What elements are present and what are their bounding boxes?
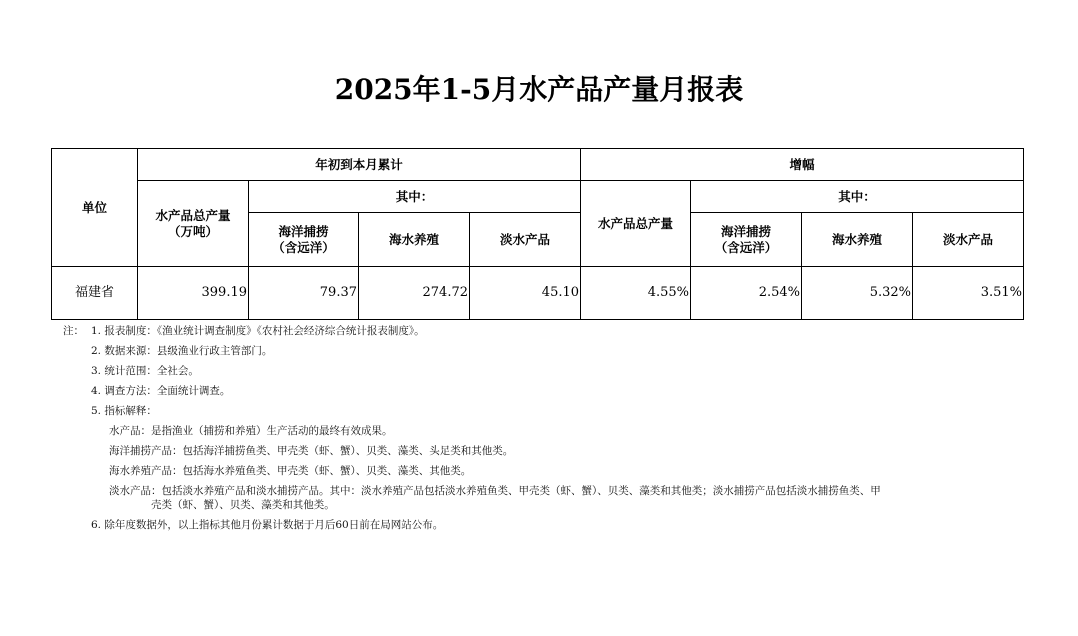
marine-catch-header-line1: 海洋捕捞 — [278, 223, 329, 239]
growth-total-output-header: 水产品总产量 — [581, 181, 691, 267]
table-row — [52, 267, 1024, 320]
growth-group-header: 增幅 — [581, 149, 1024, 181]
growth-marine-catch-header — [691, 213, 802, 267]
report-table — [51, 148, 1024, 320]
unit-header: 单位 — [52, 149, 138, 267]
definition-freshwater — [63, 481, 1023, 512]
growth-of-which-header: 其中： — [691, 181, 1024, 213]
definition-freshwater-line1: 淡水产品：包括淡水养殖产品和淡水捕捞产品。其中：淡水养殖产品包括淡水养殖鱼类、甲壳类（虾、蟹）、贝类、藻类和其他类；淡水捕捞产品包括淡水捕捞鱼类、甲 — [109, 485, 881, 497]
growth-total-cell: 4.55% — [581, 267, 691, 320]
header-row-2 — [52, 181, 1024, 213]
growth-mariculture-cell: 5.32% — [802, 267, 913, 320]
notes-prefix: 注： — [63, 325, 84, 337]
freshwater-cell: 45.10 — [470, 267, 581, 320]
note-item-2: 2. 数据来源：县级渔业行政主管部门。 — [91, 345, 273, 357]
note-text-1: 1. 报表制度：《渔业统计调查制度》《农村社会经济综合统计报表制度》。 — [91, 325, 425, 337]
header-row-1 — [52, 149, 1024, 181]
note-item-3: 3. 统计范围：全社会。 — [91, 365, 199, 377]
growth-marine-catch-header-line2: （含远洋） — [714, 239, 778, 255]
total-output-cell: 399.19 — [138, 267, 249, 320]
growth-freshwater-header: 淡水产品 — [913, 213, 1024, 267]
unit-cell: 福建省 — [52, 267, 138, 320]
note-item-5: 5. 指标解释： — [91, 405, 157, 417]
note-item-4: 4. 调查方法：全面统计调查。 — [91, 385, 231, 397]
cumulative-of-which-header: 其中： — [249, 181, 581, 213]
growth-marine-catch-cell: 2.54% — [691, 267, 802, 320]
mariculture-header: 海水养殖 — [359, 213, 470, 267]
growth-marine-catch-header-line1: 海洋捕捞 — [721, 223, 772, 239]
total-output-header — [138, 181, 249, 267]
note-item-1 — [63, 321, 1023, 341]
total-output-header-line1: 水产品总产量 — [155, 207, 231, 223]
notes-section — [63, 321, 1023, 535]
total-output-header-unit: （万吨） — [167, 223, 218, 239]
cumulative-group-header: 年初到本月累计 — [138, 149, 581, 181]
definition-freshwater-line2: 壳类（虾、蟹）、贝类、藻类和其他类。 — [151, 499, 335, 511]
marine-catch-cell: 79.37 — [249, 267, 359, 320]
note-item-6: 6. 除年度数据外，以上指标其他月份累计数据于月后60日前在局网站公布。 — [91, 519, 444, 531]
marine-catch-header-line2: （含远洋） — [272, 239, 335, 255]
marine-catch-header — [249, 213, 359, 267]
growth-mariculture-header: 海水养殖 — [802, 213, 913, 267]
page-title: 2025年1-5月水产品产量月报表 — [334, 73, 744, 106]
definition-aquatic-products: 水产品：是指渔业（捕捞和养殖）生产活动的最终有效成果。 — [109, 425, 393, 437]
definition-mariculture: 海水养殖产品：包括海水养殖鱼类、甲壳类（虾、蟹）、贝类、藻类、其他类。 — [109, 465, 472, 477]
growth-freshwater-cell: 3.51% — [913, 267, 1024, 320]
mariculture-cell: 274.72 — [359, 267, 470, 320]
freshwater-header: 淡水产品 — [470, 213, 581, 267]
definition-marine-catch: 海洋捕捞产品：包括海洋捕捞鱼类、甲壳类（虾、蟹）、贝类、藻类、头足类和其他类。 — [109, 445, 514, 457]
